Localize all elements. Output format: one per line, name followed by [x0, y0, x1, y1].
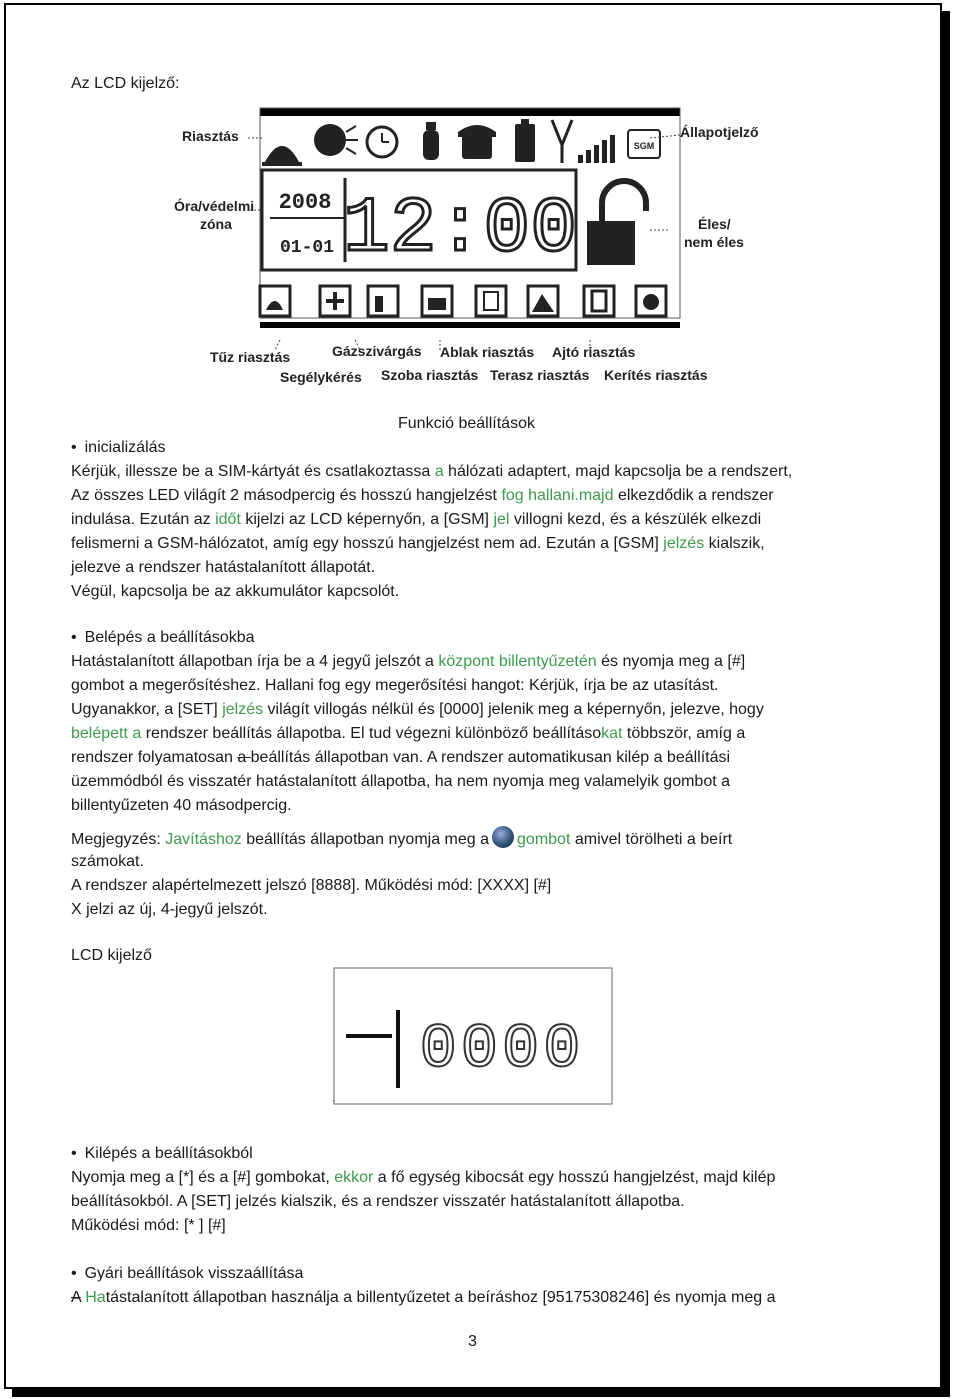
lcd-heading: Az LCD kijelző:: [71, 75, 180, 92]
label-ora: Óra/védelmi: [174, 198, 255, 214]
note-line3: A rendszer alapértelmezett jelszó [8888]. Működési mód: [XXXX] [#]: [71, 877, 552, 894]
window-zone-icon: [422, 286, 452, 316]
label-tuz: Tűz riasztás: [210, 349, 291, 365]
note-line1: Megjegyzés: Javításhoz beállítás állapotban nyomja meg a gombot amivel törölheti a beírt: [71, 826, 732, 852]
clock-icon: [367, 127, 397, 157]
battery-icon: [515, 119, 535, 162]
alarm-bell-icon: [262, 146, 302, 166]
section-title: Funkció beállítások: [398, 415, 535, 432]
lcd-display-0000: [332, 966, 614, 1106]
label-zona: zóna: [200, 216, 232, 232]
s2-line7: billentyűzeten 40 másodpercig.: [71, 797, 292, 814]
lcd-title: LCD kijelző: [71, 947, 152, 964]
sim-card-icon: [628, 130, 660, 158]
label-riasztas: Riasztás: [182, 128, 239, 144]
s1-line5: jelezve a rendszer hatástalanított állapotát.: [71, 559, 376, 576]
s2-line3: Ugyanakkor, a [SET] jelzés világít villogás nélkül és [0000] jelenik meg a képernyőn, jelezve, hogy: [71, 701, 764, 718]
lcd-diagram: [170, 100, 770, 390]
s3-line3: Működési mód: [* ] [#]: [71, 1217, 226, 1234]
gas-zone-icon: [368, 286, 398, 316]
bullet-kilepes: • Kilépés a beállításokból: [71, 1142, 253, 1166]
s2-line2: gombot a megerősítéshez. Hallani fog egy megerősítési hangot: Kérjük, írja be az utasítást.: [71, 677, 719, 694]
label-nem-eles: nem éles: [684, 234, 744, 250]
s2-line1: Hatástalanított állapotban írja be a 4 jegyű jelszót a központ billentyűzetén és nyomja meg a [#]: [71, 653, 746, 670]
s2-line4: belépett a rendszer beállítás állapotba. El tud végezni különböző beállításokat többször, amíg a: [71, 725, 746, 742]
bullet-inicializalas: • inicializálás: [71, 436, 166, 460]
note-line2: számokat.: [71, 853, 144, 870]
date-readout: 01-01: [279, 238, 335, 258]
s2-line5: rendszer folyamatosan a beállítás állapotban van. A rendszer automatikusan kilép a beállítási: [71, 749, 731, 766]
s1-line3: indulása. Ezután az időt kijelzi az LCD képernyőn, a [GSM] jel villogni kezd, és a készülék elkezdi: [71, 511, 762, 528]
s1-line2: Az összes LED világít 2 másodpercig és hosszú hangjelzést fog hallani.majd elkezdődik a rendszer: [71, 487, 774, 504]
label-eles: Éles/: [698, 216, 731, 232]
padlock-icon: [590, 181, 646, 262]
label-segely: Segélykérés: [280, 369, 362, 385]
year-readout: 2008: [278, 190, 332, 215]
s3-line1: Nyomja meg a [*] és a [#] gombokat, ekkor a fő egység kibocsát egy hosszú hangjelzést, majd kilép: [71, 1169, 776, 1186]
note-line4: X jelzi az új, 4-jegyű jelszót.: [71, 901, 268, 918]
s1-line6: Végül, kapcsolja be az akkumulátor kapcsolót.: [71, 583, 400, 600]
fire-zone-icon: [260, 286, 290, 316]
telephone-icon: [458, 125, 496, 159]
label-kerites: Kerítés riasztás: [604, 367, 708, 383]
fire-extinguisher-icon: [423, 122, 439, 160]
svg-text:SGM: SGM: [633, 141, 655, 151]
room-zone-icon: [476, 286, 506, 316]
page-number: 3: [468, 1333, 477, 1350]
bullet-belepes: • Belépés a beállításokba: [71, 626, 255, 650]
label-terasz: Terasz riasztás: [490, 367, 590, 383]
gear-button-icon: [492, 826, 514, 848]
s1-line4: felismerni a GSM-hálózatot, amíg egy hosszú hangjelzést nem ad. Ezután a [GSM] jelzés kialszik,: [71, 535, 765, 552]
speaking-head-icon: [314, 124, 358, 156]
label-gaz: Gázszivárgás: [332, 343, 422, 359]
bullet-gyari: • Gyári beállítások visszaállítása: [71, 1262, 303, 1286]
s2-line6: üzemmódból és visszatér hatástalanított állapotba, ha nem nyomja meg valamelyik gombot a: [71, 773, 731, 790]
s1-line1: Kérjük, illessze be a SIM-kártyát és csatlakoztassa a hálózati adaptert, majd kapcsolja be a rendszert,: [71, 463, 793, 480]
fence-zone-icon: [636, 286, 666, 316]
lcd2-digits: 0000: [419, 1014, 585, 1085]
time-readout: 12:00: [342, 186, 578, 274]
s3-line2: beállításokból. A [SET] jelzés kialszik, és a rendszer visszatér hatástalanított állapotba.: [71, 1193, 685, 1210]
label-ajto: Ajtó riasztás: [552, 344, 636, 360]
first-aid-zone-icon: [320, 286, 350, 316]
label-ablak: Ablak riasztás: [440, 344, 535, 360]
door-zone-icon: [584, 286, 614, 316]
terrace-zone-icon: [528, 286, 558, 316]
signal-bars-icon: [578, 135, 615, 163]
antenna-icon: [552, 120, 572, 163]
label-allapotjelzo: Állapotjelző: [680, 124, 759, 140]
svg-text::: :: [332, 1095, 336, 1106]
s4-line1: A Hatástalanított állapotban használja a billentyűzetet a beíráshoz [95175308246] és nyomja meg a: [71, 1289, 776, 1306]
label-szoba: Szoba riasztás: [381, 367, 479, 383]
